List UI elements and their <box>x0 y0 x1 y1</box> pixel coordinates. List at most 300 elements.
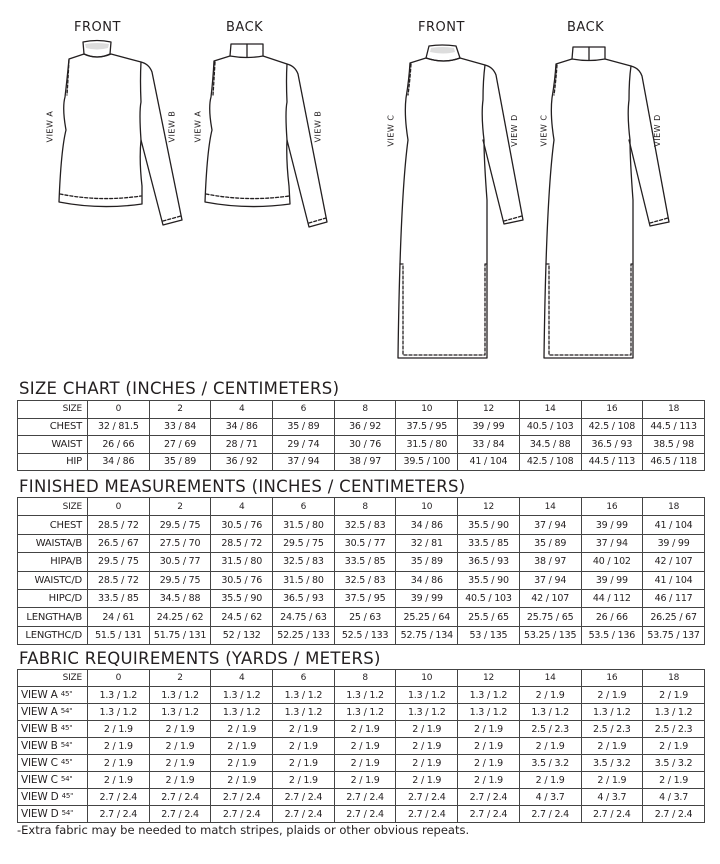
table-cell: 2.7 / 2.4 <box>334 806 396 823</box>
table-cell: 1.3 / 1.2 <box>396 687 458 704</box>
dress-back-drawing <box>544 47 669 358</box>
table-cell: 42 / 107 <box>643 553 705 571</box>
table-cell: 41 / 104 <box>643 516 705 534</box>
top-back-drawing <box>205 44 327 227</box>
table-cell: 2 / 1.9 <box>519 687 581 704</box>
row-label <box>18 534 88 552</box>
table-cell: 1.3 / 1.2 <box>88 687 150 704</box>
table-cell: 2.7 / 2.4 <box>458 806 520 823</box>
table-cell: 2 / 1.9 <box>88 738 150 755</box>
table-cell: 35 / 89 <box>149 453 211 471</box>
row-label-text: WAISTA/B <box>35 537 82 549</box>
table-cell: 2.7 / 2.4 <box>334 789 396 806</box>
row-label <box>18 626 88 644</box>
view-c-label-front: VIEW C <box>386 114 396 147</box>
table-cell: 36.5 / 93 <box>581 436 643 454</box>
size-column-header: 12 <box>458 670 520 687</box>
table-cell: 2 / 1.9 <box>149 755 211 772</box>
table-cell: 31.5 / 80 <box>396 436 458 454</box>
fabric-width: 45" <box>60 758 73 766</box>
table-cell: 2 / 1.9 <box>458 755 520 772</box>
size-column-header: 18 <box>643 670 705 687</box>
table-cell: 34 / 86 <box>211 418 273 436</box>
table-cell: 2 / 1.9 <box>211 772 273 789</box>
table-cell: 30.5 / 77 <box>334 534 396 552</box>
table-row <box>18 789 705 806</box>
table-cell: 4 / 3.7 <box>581 789 643 806</box>
table-cell: 34 / 86 <box>396 571 458 589</box>
table-cell: 29.5 / 75 <box>149 571 211 589</box>
table-cell: 2.7 / 2.4 <box>581 806 643 823</box>
table-cell: 26 / 66 <box>581 608 643 626</box>
size-column-header: 10 <box>396 401 458 419</box>
size-column-header: 6 <box>273 401 335 419</box>
size-header-label: SIZE <box>18 670 88 687</box>
table-cell: 40.5 / 103 <box>458 589 520 607</box>
table-cell: 33 / 84 <box>458 436 520 454</box>
table-cell: 1.3 / 1.2 <box>88 704 150 721</box>
table-cell: 26.25 / 67 <box>643 608 705 626</box>
table-cell: 32.5 / 83 <box>334 571 396 589</box>
table-cell: 32.5 / 83 <box>273 553 335 571</box>
table-cell: 46 / 117 <box>643 589 705 607</box>
size-column-header: 0 <box>88 401 150 419</box>
table-cell: 2 / 1.9 <box>643 738 705 755</box>
row-label <box>18 704 88 721</box>
size-chart-table <box>17 400 705 471</box>
size-column-header: 8 <box>334 498 396 516</box>
table-cell: 2.7 / 2.4 <box>211 806 273 823</box>
table-cell: 41 / 104 <box>643 571 705 589</box>
row-label <box>18 418 88 436</box>
view-b-label-front: VIEW B <box>167 110 177 143</box>
table-cell: 42.5 / 108 <box>581 418 643 436</box>
table-cell: 35 / 89 <box>519 534 581 552</box>
table-cell: 52 / 132 <box>211 626 273 644</box>
table-cell: 24.75 / 63 <box>273 608 335 626</box>
row-label <box>18 721 88 738</box>
size-column-header: 4 <box>211 498 273 516</box>
table-cell: 25.75 / 65 <box>519 608 581 626</box>
table-cell: 39 / 99 <box>581 516 643 534</box>
table-cell: 2 / 1.9 <box>519 738 581 755</box>
table-cell: 2.7 / 2.4 <box>273 789 335 806</box>
row-label-text: VIEW C <box>21 757 58 769</box>
table-row <box>18 806 705 823</box>
row-label <box>18 571 88 589</box>
top-front-drawing <box>59 41 182 226</box>
table-row <box>18 721 705 738</box>
table-cell: 2 / 1.9 <box>149 772 211 789</box>
table-cell: 2 / 1.9 <box>643 772 705 789</box>
table-cell: 27 / 69 <box>149 436 211 454</box>
top-front-heading: FRONT <box>74 20 121 35</box>
table-cell: 4 / 3.7 <box>519 789 581 806</box>
table-cell: 53.75 / 137 <box>643 626 705 644</box>
size-column-header: 16 <box>581 670 643 687</box>
fabric-note: -Extra fabric may be needed to match stripes, plaids or other obvious repeats. <box>17 823 470 837</box>
table-cell: 2.7 / 2.4 <box>458 789 520 806</box>
size-chart-title: SIZE CHART (INCHES / CENTIMETERS) <box>19 379 340 398</box>
size-column-header: 14 <box>519 670 581 687</box>
table-cell: 30.5 / 77 <box>149 553 211 571</box>
table-cell: 26 / 66 <box>88 436 150 454</box>
table-cell: 2 / 1.9 <box>273 772 335 789</box>
table-cell: 53 / 135 <box>458 626 520 644</box>
table-cell: 2 / 1.9 <box>396 755 458 772</box>
table-row <box>18 626 705 644</box>
row-label-text: HIP <box>66 456 82 468</box>
table-cell: 2 / 1.9 <box>581 772 643 789</box>
row-label-text: CHEST <box>49 421 82 433</box>
table-cell: 31.5 / 80 <box>211 553 273 571</box>
table-cell: 3.5 / 3.2 <box>519 755 581 772</box>
table-cell: 32 / 81 <box>396 534 458 552</box>
table-row <box>18 516 705 534</box>
table-cell: 37 / 94 <box>581 534 643 552</box>
row-label-text: VIEW B <box>21 723 58 735</box>
row-label-text: HIPA/B <box>50 556 82 568</box>
view-c-label-back: VIEW C <box>539 114 549 147</box>
row-label <box>18 553 88 571</box>
size-column-header: 4 <box>211 401 273 419</box>
table-cell: 3.5 / 3.2 <box>581 755 643 772</box>
table-cell: 41 / 104 <box>458 453 520 471</box>
table-cell: 2 / 1.9 <box>519 772 581 789</box>
size-column-header: 10 <box>396 498 458 516</box>
table-cell: 31.5 / 80 <box>273 571 335 589</box>
table-cell: 25.5 / 65 <box>458 608 520 626</box>
table-cell: 37 / 94 <box>273 453 335 471</box>
table-cell: 1.3 / 1.2 <box>273 704 335 721</box>
table-row <box>18 436 705 454</box>
table-cell: 34 / 86 <box>396 516 458 534</box>
row-label-text: WAISTC/D <box>34 574 82 586</box>
table-cell: 37 / 94 <box>519 516 581 534</box>
size-column-header: 6 <box>273 670 335 687</box>
table-cell: 28 / 71 <box>211 436 273 454</box>
row-label-text: CHEST <box>49 519 82 531</box>
table-cell: 28.5 / 72 <box>211 534 273 552</box>
table-cell: 2.5 / 2.3 <box>519 721 581 738</box>
table-cell: 37.5 / 95 <box>396 418 458 436</box>
table-cell: 2.7 / 2.4 <box>396 789 458 806</box>
finished-measurements-title: FINISHED MEASUREMENTS (INCHES / CENTIMETERS) <box>19 477 466 496</box>
table-header-row <box>18 498 705 516</box>
table-cell: 34.5 / 88 <box>149 589 211 607</box>
table-cell: 35.5 / 90 <box>458 516 520 534</box>
table-cell: 2 / 1.9 <box>396 772 458 789</box>
dress-back-heading: BACK <box>567 20 605 35</box>
table-cell: 1.3 / 1.2 <box>396 704 458 721</box>
table-cell: 35 / 89 <box>396 553 458 571</box>
table-cell: 32.5 / 83 <box>334 516 396 534</box>
table-cell: 39 / 99 <box>396 589 458 607</box>
fabric-width: 54" <box>61 809 74 817</box>
table-cell: 25 / 63 <box>334 608 396 626</box>
view-d-label-back: VIEW D <box>652 114 662 147</box>
view-d-label-front: VIEW D <box>509 114 519 147</box>
size-column-header: 18 <box>643 498 705 516</box>
table-cell: 2.7 / 2.4 <box>88 789 150 806</box>
table-cell: 52.25 / 133 <box>273 626 335 644</box>
size-column-header: 2 <box>149 498 211 516</box>
table-row <box>18 608 705 626</box>
table-cell: 1.3 / 1.2 <box>458 704 520 721</box>
table-row <box>18 571 705 589</box>
table-cell: 4 / 3.7 <box>643 789 705 806</box>
table-cell: 42.5 / 108 <box>519 453 581 471</box>
table-cell: 28.5 / 72 <box>88 516 150 534</box>
row-label <box>18 589 88 607</box>
table-cell: 27.5 / 70 <box>149 534 211 552</box>
table-cell: 52.75 / 134 <box>396 626 458 644</box>
row-label-text: VIEW A <box>21 689 58 701</box>
table-row <box>18 534 705 552</box>
table-cell: 38 / 97 <box>519 553 581 571</box>
fabric-width: 45" <box>60 724 73 732</box>
table-cell: 2.7 / 2.4 <box>273 806 335 823</box>
size-column-header: 14 <box>519 401 581 419</box>
table-cell: 39 / 99 <box>581 571 643 589</box>
size-column-header: 8 <box>334 670 396 687</box>
size-column-header: 2 <box>149 401 211 419</box>
fabric-requirements-table <box>17 669 705 823</box>
table-cell: 38 / 97 <box>334 453 396 471</box>
table-cell: 2.7 / 2.4 <box>643 806 705 823</box>
table-cell: 36 / 92 <box>211 453 273 471</box>
table-cell: 51.75 / 131 <box>149 626 211 644</box>
size-column-header: 18 <box>643 401 705 419</box>
size-column-header: 14 <box>519 498 581 516</box>
table-cell: 31.5 / 80 <box>273 516 335 534</box>
table-cell: 2 / 1.9 <box>211 721 273 738</box>
finished-measurements-table <box>17 497 705 645</box>
table-cell: 36.5 / 93 <box>458 553 520 571</box>
row-label <box>18 738 88 755</box>
dress-front-heading: FRONT <box>418 20 465 35</box>
table-cell: 38.5 / 98 <box>643 436 705 454</box>
table-cell: 1.3 / 1.2 <box>334 704 396 721</box>
fabric-width: 54" <box>60 707 73 715</box>
row-label-text: HIPC/D <box>48 593 82 605</box>
size-column-header: 10 <box>396 670 458 687</box>
top-back-heading: BACK <box>226 20 264 35</box>
row-label <box>18 806 88 823</box>
table-cell: 2.5 / 2.3 <box>581 721 643 738</box>
row-label-text: VIEW B <box>21 740 58 752</box>
table-cell: 29 / 74 <box>273 436 335 454</box>
row-label <box>18 755 88 772</box>
table-cell: 2.7 / 2.4 <box>149 806 211 823</box>
table-cell: 51.5 / 131 <box>88 626 150 644</box>
table-row <box>18 687 705 704</box>
table-cell: 37.5 / 95 <box>334 589 396 607</box>
table-cell: 2 / 1.9 <box>458 738 520 755</box>
row-label-text: LENGTHA/B <box>26 611 82 623</box>
table-cell: 2 / 1.9 <box>88 721 150 738</box>
size-column-header: 16 <box>581 401 643 419</box>
row-label-text: WAIST <box>51 438 82 450</box>
table-header-row <box>18 401 705 419</box>
row-label <box>18 789 88 806</box>
table-cell: 2 / 1.9 <box>334 772 396 789</box>
table-cell: 44.5 / 113 <box>643 418 705 436</box>
table-cell: 34.5 / 88 <box>519 436 581 454</box>
table-cell: 2 / 1.9 <box>88 755 150 772</box>
table-cell: 2 / 1.9 <box>211 738 273 755</box>
table-cell: 2 / 1.9 <box>88 772 150 789</box>
table-cell: 2 / 1.9 <box>458 721 520 738</box>
table-cell: 24.25 / 62 <box>149 608 211 626</box>
row-label-text: VIEW D <box>21 791 59 803</box>
table-cell: 39.5 / 100 <box>396 453 458 471</box>
table-cell: 1.3 / 1.2 <box>519 704 581 721</box>
table-cell: 34 / 86 <box>88 453 150 471</box>
table-cell: 2 / 1.9 <box>458 772 520 789</box>
table-cell: 30.5 / 76 <box>211 571 273 589</box>
table-cell: 39 / 99 <box>458 418 520 436</box>
table-cell: 1.3 / 1.2 <box>211 687 273 704</box>
table-cell: 29.5 / 75 <box>273 534 335 552</box>
view-a-label-front: VIEW A <box>45 110 55 143</box>
table-cell: 37 / 94 <box>519 571 581 589</box>
table-cell: 30 / 76 <box>334 436 396 454</box>
table-cell: 26.5 / 67 <box>88 534 150 552</box>
row-label <box>18 516 88 534</box>
table-cell: 25.25 / 64 <box>396 608 458 626</box>
row-label <box>18 687 88 704</box>
row-label <box>18 453 88 471</box>
fabric-width: 54" <box>60 741 73 749</box>
size-column-header: 12 <box>458 401 520 419</box>
table-cell: 2.5 / 2.3 <box>643 721 705 738</box>
table-cell: 44 / 112 <box>581 589 643 607</box>
table-cell: 1.3 / 1.2 <box>334 687 396 704</box>
table-cell: 1.3 / 1.2 <box>211 704 273 721</box>
table-cell: 40.5 / 103 <box>519 418 581 436</box>
view-a-label-back: VIEW A <box>193 110 203 143</box>
row-label <box>18 436 88 454</box>
table-cell: 40 / 102 <box>581 553 643 571</box>
row-label-text: VIEW C <box>21 774 58 786</box>
table-cell: 1.3 / 1.2 <box>643 704 705 721</box>
table-cell: 2 / 1.9 <box>211 755 273 772</box>
size-column-header: 8 <box>334 401 396 419</box>
dress-front-drawing <box>398 45 523 358</box>
table-cell: 2 / 1.9 <box>643 687 705 704</box>
fabric-width: 45" <box>60 690 73 698</box>
table-cell: 24.5 / 62 <box>211 608 273 626</box>
table-cell: 2 / 1.9 <box>273 738 335 755</box>
view-b-label-back: VIEW B <box>313 110 323 143</box>
fabric-width: 45" <box>61 792 74 800</box>
table-header-row <box>18 670 705 687</box>
table-cell: 24 / 61 <box>88 608 150 626</box>
table-cell: 52.5 / 133 <box>334 626 396 644</box>
table-row <box>18 589 705 607</box>
table-row <box>18 755 705 772</box>
table-row <box>18 704 705 721</box>
table-cell: 2.7 / 2.4 <box>88 806 150 823</box>
row-label-text: VIEW A <box>21 706 58 718</box>
size-column-header: 0 <box>88 498 150 516</box>
table-cell: 2 / 1.9 <box>581 738 643 755</box>
table-cell: 3.5 / 3.2 <box>643 755 705 772</box>
technical-drawings <box>0 0 720 372</box>
fabric-width: 54" <box>60 775 73 783</box>
table-cell: 1.3 / 1.2 <box>149 687 211 704</box>
table-cell: 2.7 / 2.4 <box>519 806 581 823</box>
fabric-requirements-title: FABRIC REQUIREMENTS (YARDS / METERS) <box>19 649 381 668</box>
table-cell: 1.3 / 1.2 <box>581 704 643 721</box>
table-cell: 28.5 / 72 <box>88 571 150 589</box>
table-cell: 29.5 / 75 <box>149 516 211 534</box>
size-column-header: 2 <box>149 670 211 687</box>
table-cell: 30.5 / 76 <box>211 516 273 534</box>
table-cell: 2 / 1.9 <box>396 721 458 738</box>
table-cell: 2.7 / 2.4 <box>149 789 211 806</box>
table-cell: 53.5 / 136 <box>581 626 643 644</box>
table-cell: 33.5 / 85 <box>458 534 520 552</box>
size-column-header: 6 <box>273 498 335 516</box>
row-label <box>18 608 88 626</box>
table-cell: 36 / 92 <box>334 418 396 436</box>
size-column-header: 0 <box>88 670 150 687</box>
table-cell: 2 / 1.9 <box>149 721 211 738</box>
table-cell: 42 / 107 <box>519 589 581 607</box>
table-cell: 2 / 1.9 <box>334 721 396 738</box>
table-cell: 2 / 1.9 <box>273 721 335 738</box>
table-cell: 1.3 / 1.2 <box>458 687 520 704</box>
size-header-label: SIZE <box>18 498 88 516</box>
table-cell: 33 / 84 <box>149 418 211 436</box>
table-cell: 2.7 / 2.4 <box>396 806 458 823</box>
table-cell: 1.3 / 1.2 <box>273 687 335 704</box>
table-cell: 2 / 1.9 <box>334 738 396 755</box>
table-cell: 39 / 99 <box>643 534 705 552</box>
table-cell: 2 / 1.9 <box>334 755 396 772</box>
table-cell: 2 / 1.9 <box>396 738 458 755</box>
size-column-header: 16 <box>581 498 643 516</box>
table-row <box>18 738 705 755</box>
row-label-text: VIEW D <box>21 808 59 820</box>
size-column-header: 4 <box>211 670 273 687</box>
table-cell: 35 / 89 <box>273 418 335 436</box>
size-column-header: 12 <box>458 498 520 516</box>
table-cell: 53.25 / 135 <box>519 626 581 644</box>
table-row <box>18 553 705 571</box>
table-cell: 35.5 / 90 <box>458 571 520 589</box>
table-cell: 29.5 / 75 <box>88 553 150 571</box>
table-cell: 2 / 1.9 <box>149 738 211 755</box>
table-row <box>18 453 705 471</box>
table-cell: 2.7 / 2.4 <box>211 789 273 806</box>
table-cell: 33.5 / 85 <box>334 553 396 571</box>
table-row <box>18 772 705 789</box>
table-cell: 33.5 / 85 <box>88 589 150 607</box>
row-label <box>18 772 88 789</box>
row-label-text: LENGTHC/D <box>25 629 82 641</box>
size-header-label: SIZE <box>18 401 88 419</box>
table-cell: 44.5 / 113 <box>581 453 643 471</box>
table-cell: 2 / 1.9 <box>581 687 643 704</box>
table-cell: 35.5 / 90 <box>211 589 273 607</box>
table-cell: 36.5 / 93 <box>273 589 335 607</box>
table-cell: 1.3 / 1.2 <box>149 704 211 721</box>
table-cell: 46.5 / 118 <box>643 453 705 471</box>
table-row <box>18 418 705 436</box>
